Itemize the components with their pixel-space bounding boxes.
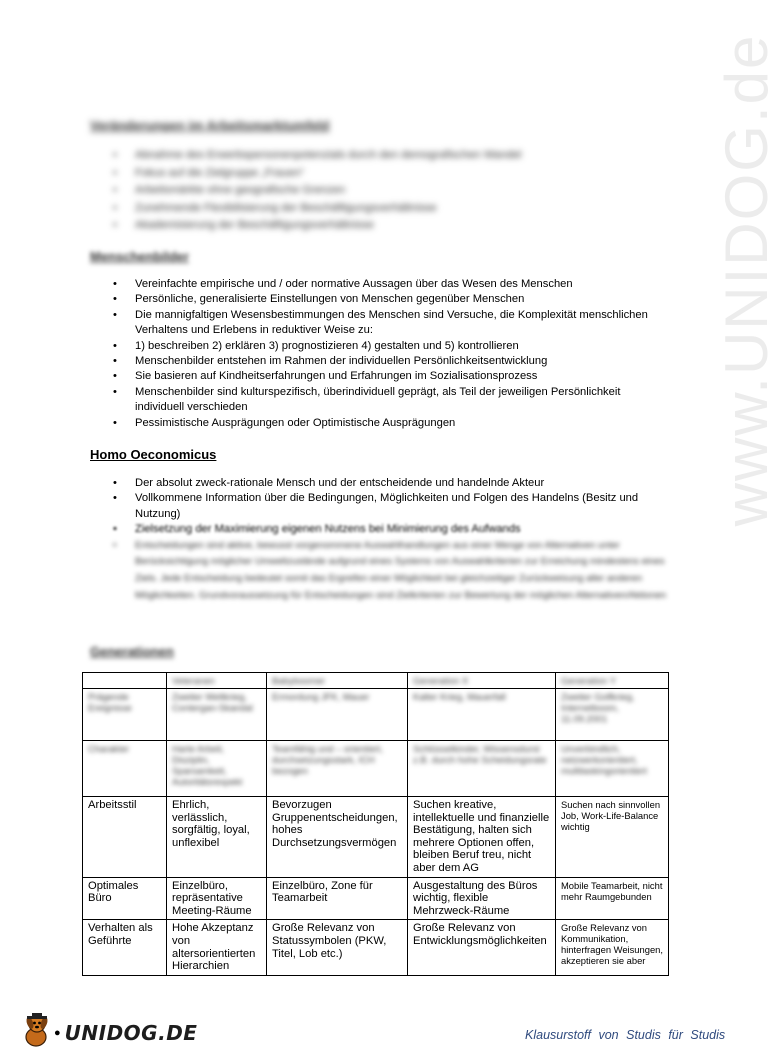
table-cell: Mobile Teamarbeit, nicht mehr Raumgebunden [556,877,669,920]
section-title: Veränderungen im Arbeitsmarktumfeld [90,118,330,133]
table-cell: Suchen nach sinnvollen Job, Work-Life-Balance wichtig [556,797,669,878]
list-item [90,339,670,354]
watermark: www.UNIDOG.de [713,33,780,527]
list-item: • Der absolut zweck-rationale Mensch und der entscheidende und handelnde Akteur [90,476,670,491]
paw-icon: ● [54,1027,61,1039]
table-cell: Ermordung JFK, Mauer [267,689,408,741]
list-item: • Abnahme des Erwerbspersonenpotenzials durch den demografischen Wandel [90,147,670,165]
list-item: • Zunehmende Flexibilisierung der Beschäftigungsverhältnisse [90,200,670,218]
list-item: • Menschenbilder sind kulturspezifisch, überindividuell geprägt, als Teil der jeweiligen Persönlichkeit individuell verschieden [90,385,670,416]
table-cell: Suchen kreative, intellektuelle und finanzielle Bestätigung, halten sich mehrere Optionen offen, bleiben Beruf treu, nicht aber dem AG [408,797,556,878]
table-header: Babyboomer [267,673,408,689]
section-title: Menschenbilder [90,249,189,264]
list-item-continuation: • 1) beschreiben 2) erklären 3) prognostizieren 4) gestalten und 5) kontrollieren [135,339,519,352]
table-header-row [83,673,669,689]
unidog-logo [22,1014,197,1052]
list-item: • Fokus auf die Zielgruppe „Frauen“ [90,165,670,183]
table-cell: Bevorzugen Gruppenentscheidungen, hohes Durchsetzungsvermögen [267,797,408,878]
table-header: Generation Y [556,673,669,689]
row-label: Prägende Ereignisse [83,689,167,741]
footer-tagline: Klausurstoff von Studis für Studis [525,1028,726,1042]
table-cell: Ehrlich, verlässlich, sorgfältig, loyal, unflexibel [167,797,267,878]
section-title: Generationen [90,644,174,659]
table-row [83,689,669,741]
table-cell: Schlüsselkinder, Wissensdurst z.B. durch hohe Scheidungsrate [408,741,556,797]
list-item: • Menschenbilder entstehen im Rahmen der individuellen Persönlichkeitsentwicklung [90,354,670,369]
table-cell: Große Relevanz von Kommunikation, hinterfragen Weisungen, akzeptieren sie aber [556,920,669,975]
list-item: • Entscheidungen sind aktive, bewusst vorgenommene Auswahlhandlungen aus einer Menge von Alternativen unter Berücksichtigung möglicher Umweltzustände aufgrund eines Systems von Auswahlkriterien zur Erreichung mindestens eines Ziels. Jede Entscheidung bedeutet somit das Ergreifen einer Möglichkeit bei gleichzeitiger Zurückweisung aller anderen Möglichkeiten. Grundvoraussetzung für Entscheidungen sind Zielkriterien zur Bewertung der möglichen Alternativen/Aktionen [90,538,670,605]
list-item: • Akademisierung der Beschäftigungsverhältnisse [90,217,670,235]
row-label: Arbeitsstil [83,797,167,878]
table-header: Generation X [408,673,556,689]
table-cell: Zweiter Golfkrieg, Internetboom, 11.09.2001 [556,689,669,741]
list-item: • Pessimistische Ausprägungen oder Optimistische Ausprägungen [90,416,670,431]
list-item: • Zielsetzung der Maximierung eigenen Nutzens bei Minimierung des Aufwands [90,522,670,537]
list-item: • Persönliche, generalisierte Einstellungen von Menschen gegenüber Menschen [90,292,670,307]
list-item: • Arbeitsmärkte ohne geografische Grenzen [90,182,670,200]
table-row [83,741,669,797]
table-cell: Ausgestaltung des Büros wichtig, flexible Mehrzweck-Räume [408,877,556,920]
table-header: Veteranen [167,673,267,689]
generations-table [82,672,669,976]
list-item: • Die mannigfaltigen Wesensbestimmungen des Menschen sind Versuche, die Komplexität menschlichen Verhaltens und Erlebens in reduktiver Weise zu: [90,308,670,339]
dog-icon [22,1013,52,1054]
row-label: Optimales Büro [83,877,167,920]
table-row [83,877,669,920]
table-cell: Große Relevanz von Entwicklungsmöglichkeiten [408,920,556,975]
table-cell: Zweiter Weltkrieg, Contergan-Skandal [167,689,267,741]
table-cell: Hohe Akzeptanz von altersorientierten Hierarchien [167,920,267,975]
row-label: Verhalten als Geführte [83,920,167,975]
bullet-list [90,277,670,431]
row-label: Charakter [83,741,167,797]
list-item: • Sie basieren auf Kindheitserfahrungen und Erfahrungen im Sozialisationsprozess [90,369,670,384]
section-title: Homo Oeconomicus [90,447,217,462]
table-row [83,797,669,878]
table-cell: Kalter Krieg, Mauerfall [408,689,556,741]
logo-text: UNIDOG.DE [64,1021,198,1045]
table-cell: Einzelbüro, repräsentative Meeting-Räume [167,877,267,920]
table-header [83,673,167,689]
table-cell: Teamfähig und – orientiert, durchsetzungsstark, ICH bezogen [267,741,408,797]
table-row [83,920,669,975]
list-item: • Vereinfachte empirische und / oder normative Aussagen über das Wesen des Menschen [90,277,670,292]
bullet-list [90,476,670,605]
table-cell: Harte Arbeit, Disziplin, Sparsamkeit, Autoritätsrespekt [167,741,267,797]
table-cell: Einzelbüro, Zone für Teamarbeit [267,877,408,920]
table-cell: Unverbindlich, netzwerkorientiert, multitaskingorientiert [556,741,669,797]
list-item: • Vollkommene Information über die Bedingungen, Möglichkeiten und Folgen des Handelns (Besitz und Nutzung) [90,491,670,522]
bullet-list [90,147,670,235]
table-cell: Große Relevanz von Statussymbolen (PKW, Titel, Lob etc.) [267,920,408,975]
